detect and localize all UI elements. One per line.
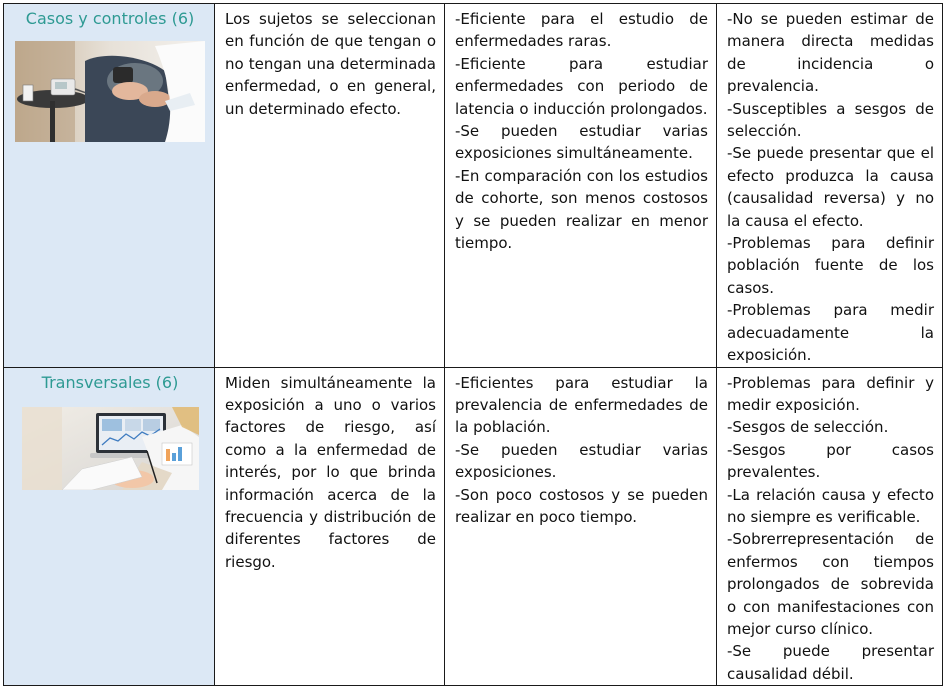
disadvantage-item: -Problemas para definir población fuente de los casos. — [727, 234, 934, 297]
study-design-table — [3, 3, 943, 686]
business-charts-photo — [22, 407, 199, 490]
advantage-item: -Se pueden estudiar varias exposiciones. — [455, 440, 708, 482]
disadvantage-item: -Se puede presentar que el efecto produzca la causa (causalidad reversa) y no la causa el efecto. — [727, 144, 934, 230]
advantage-item: -Eficientes para estudiar la prevalencia de enfermedades de la población. — [455, 373, 708, 437]
description-text: Miden simultáneamente la exposición a uno o varios factores de riesgo, así como a la enfermedad de interés, por lo que brinda información acerca de la frecuencia y distribución de diferentes factores de riesgo. — [225, 373, 436, 571]
advantage-item: -En comparación con los estudios de cohorte, son menos costosos y se pueden realizar en menor tiempo. — [455, 166, 708, 253]
description-text: Los sujetos se seleccionan en función de que tengan o no tengan una determinada enfermedad, o en general, un determinado efecto. — [225, 10, 436, 118]
disadvantage-item: -Sesgos de selección. — [727, 418, 889, 437]
disadvantage-item: -Se puede presentar causalidad débil. — [727, 642, 934, 683]
disadvantages-cell — [717, 367, 943, 686]
disadvantage-item: -Problemas para definir y medir exposición. — [727, 373, 934, 414]
study-type-cell — [4, 4, 215, 368]
description-cell — [215, 367, 445, 686]
table-row-transversales — [4, 367, 943, 686]
description-cell — [215, 4, 445, 368]
disadvantages-cell — [717, 4, 943, 368]
advantage-item: -Son poco costosos y se pueden realizar en poco tiempo. — [455, 485, 708, 526]
disadvantage-item: -Problemas para medir adecuadamente la exposición. — [727, 301, 934, 365]
advantage-item: -Eficiente para el estudio de enfermedades raras. — [455, 10, 708, 51]
disadvantage-item: -No se pueden estimar de manera directa medidas de incidencia o prevalencia. — [727, 10, 934, 96]
advantages-cell — [445, 367, 717, 686]
table-row-casos-controles — [4, 4, 943, 368]
disadvantage-item: -La relación causa y efecto no siempre es verificable. — [727, 485, 934, 526]
study-type-name: Casos y controles (6) — [25, 9, 195, 28]
advantage-item: -Eficiente para estudiar enfermedades con periodo de latencia o inducción prolongados. — [455, 54, 708, 118]
advantages-cell — [445, 4, 717, 368]
study-type-cell — [4, 367, 215, 686]
doctor-blood-pressure-photo — [15, 41, 205, 142]
disadvantage-item: -Sesgos por casos prevalentes. — [727, 440, 934, 482]
disadvantage-item: -Sobrerrepresentación de enfermos con tiempos prolongados de sobrevida o con manifestaciones con mejor curso clínico. — [727, 530, 934, 638]
advantage-item: -Se pueden estudiar varias exposiciones simultáneamente. — [455, 122, 708, 163]
study-type-name: Transversales (6) — [41, 372, 179, 392]
disadvantage-item: -Susceptibles a sesgos de selección. — [727, 99, 934, 141]
